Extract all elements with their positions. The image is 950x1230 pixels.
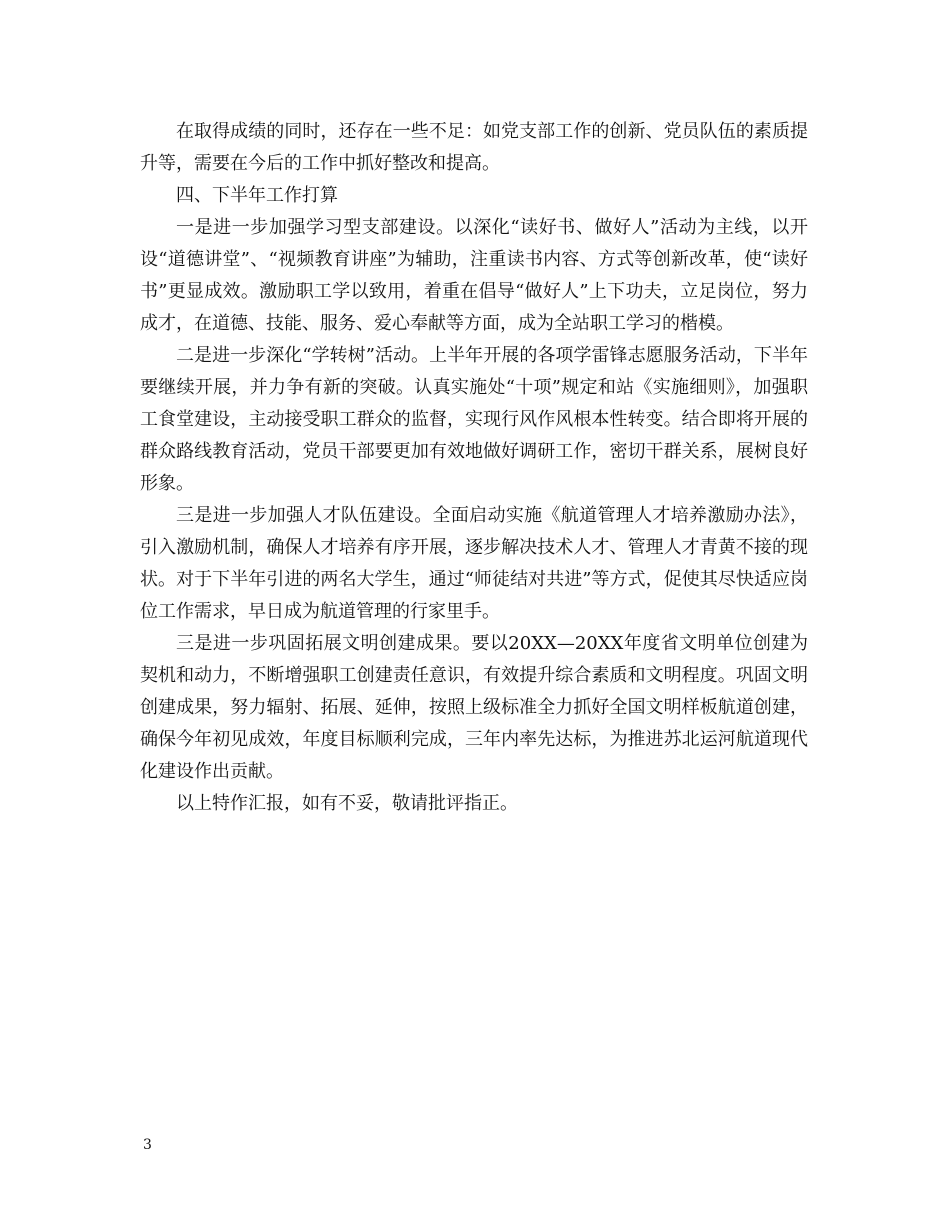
document-body xyxy=(140,116,808,820)
paragraph-closing: 以上特作汇报，如有不妥，敬请批评指正。 xyxy=(176,793,518,814)
section-heading-second-half-plan: 四、下半年工作打算 xyxy=(176,185,338,206)
page-number: 3 xyxy=(143,1137,152,1153)
paragraph-civilization-building: 三是进一步巩固拓展文明创建成果。要以20XX—20XX年度省文明单位创建为契机和动力，不断增强职工创建责任意识，有效提升综合素质和文明程度。巩固文明创建成果，努力辐射、拓展、延伸，按照上级标准全力抓好全国文明样板航道创建，确保今年初见成效，年度目标顺利完成，三年内率先达标，为推进苏北运河航道现代化建设作出贡献。 xyxy=(140,633,808,782)
paragraph-talent-team: 三是进一步加强人才队伍建设。全面启动实施《航道管理人才培养激励办法》，引入激励机制，确保人才培养有序开展，逐步解决技术人才、管理人才青黄不接的现状。对于下半年引进的两名大学生，通过“师徒结对共进”等方式，促使其尽快适应岗位工作需求，早日成为航道管理的行家里手。 xyxy=(140,505,808,622)
paragraph-xue-zhuan-shu: 二是进一步深化“学转树”活动。上半年开展的各项学雷锋志愿服务活动，下半年要继续开展，并力争有新的突破。认真实施处“十项”规定和站《实施细则》，加强职工食堂建设，主动接受职工群众的监督，实现行风作风根本性转变。结合即将开展的群众路线教育活动，党员干部要更加有效地做好调研工作，密切干群关系，展树良好形象。 xyxy=(140,345,808,494)
paragraph-learning-branch: 一是进一步加强学习型支部建设。以深化“读好书、做好人”活动为主线，以开设“道德讲堂”、“视频教育讲座”为辅助，注重读书内容、方式等创新改革，使“读好书”更显成效。激励职工学以致用，着重在倡导“做好人”上下功夫，立足岗位，努力成才，在道德、技能、服务、爱心奉献等方面，成为全站职工学习的楷模。 xyxy=(140,217,808,334)
paragraph-shortcomings: 在取得成绩的同时，还存在一些不足：如党支部工作的创新、党员队伍的素质提升等，需要在今后的工作中抓好整改和提高。 xyxy=(140,121,808,174)
